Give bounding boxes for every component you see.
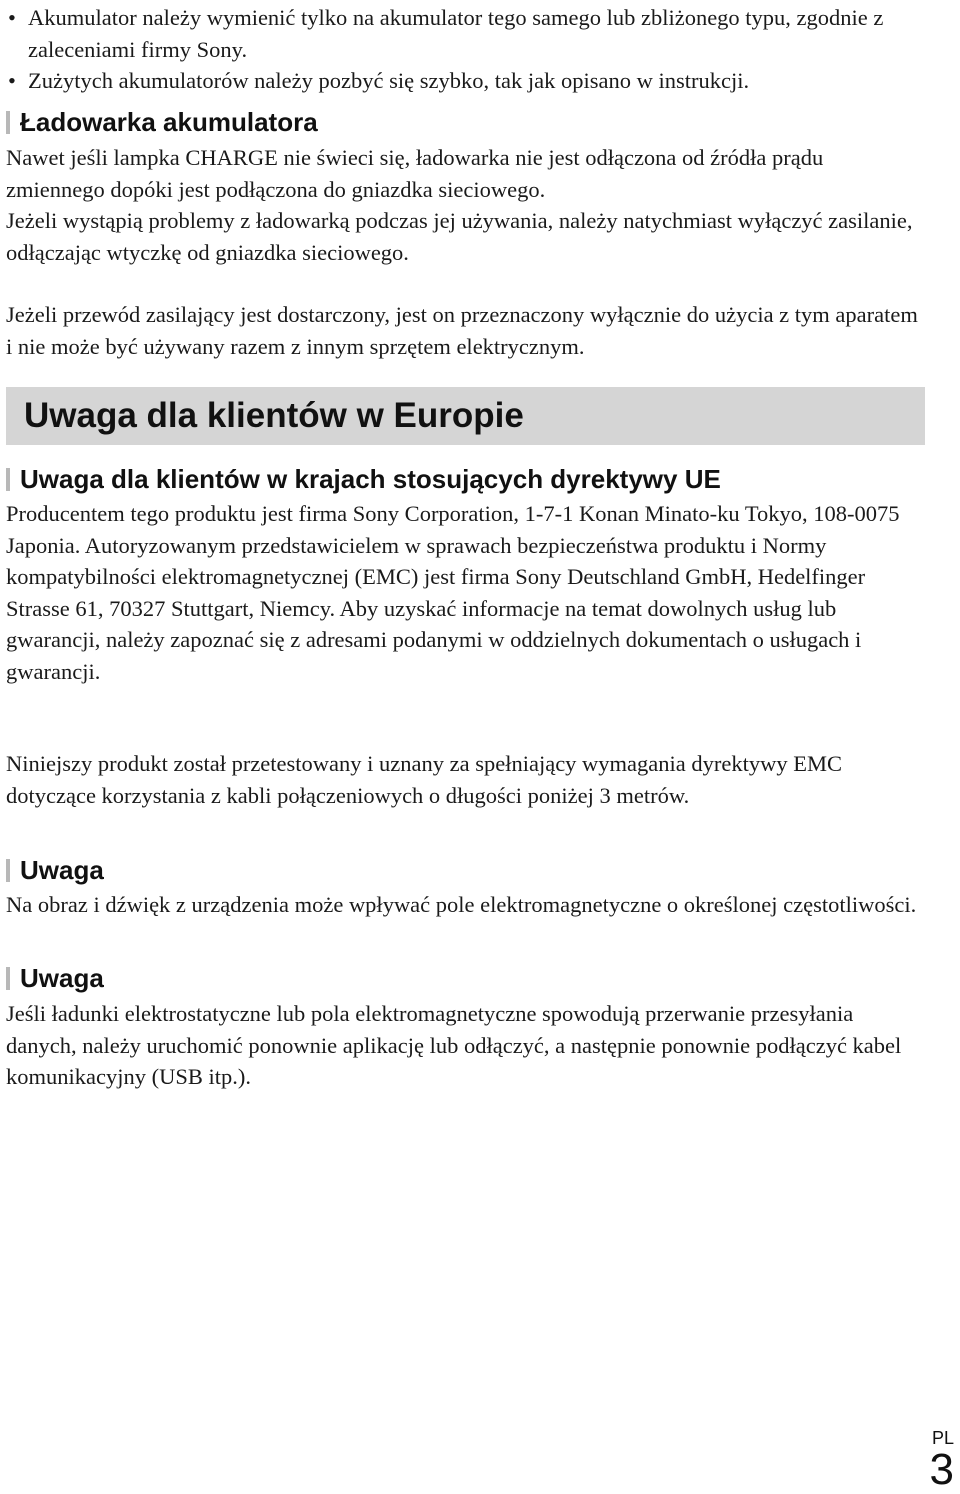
battery-bullet-list bbox=[6, 2, 926, 97]
bullet-marker: • bbox=[8, 68, 16, 93]
charger-paragraph-1: Nawet jeśli lampka CHARGE nie świeci się, ładowarka nie jest odłączona od źródła prądu zmiennego dopóki jest podłączona do gniazdka sieciowego. bbox=[6, 145, 824, 202]
heading-bar-marker bbox=[6, 111, 10, 134]
eu-directive-heading: Uwaga dla klientów w krajach stosujących dyrektywy UE bbox=[6, 464, 721, 494]
heading-bar-marker bbox=[6, 468, 10, 491]
bullet-item: • Akumulator należy wymienić tylko na akumulator tego samego lub zbliżonego typu, zgodnie z zaleceniami firmy Sony. bbox=[6, 2, 926, 65]
notice-text-2: Jeśli ładunki elektrostatyczne lub pola elektromagnetyczne spowodują przerwanie przesyłania danych, należy uruchomić ponownie aplikację lub odłączyć, a następnie ponownie podłączyć kabel komunikacyjny (USB itp.). bbox=[6, 1001, 902, 1089]
page-number: 3 bbox=[929, 1445, 954, 1494]
bullet-item: • Zużytych akumulatorów należy pozbyć się szybko, tak jak opisano w instrukcji. bbox=[6, 65, 926, 97]
europe-section-title: Uwaga dla klientów w Europie bbox=[24, 396, 524, 435]
notice-heading-2: Uwaga bbox=[6, 963, 104, 993]
heading-bar-marker bbox=[6, 859, 10, 882]
notice-heading-1: Uwaga bbox=[6, 855, 104, 885]
power-cord-paragraph: Jeżeli przewód zasilający jest dostarczony, jest on przeznaczony wyłącznie do użycia z tym aparatem i nie może być używany razem z innym sprzętem elektrycznym. bbox=[6, 302, 918, 359]
bullet-marker: • bbox=[8, 5, 16, 30]
charger-paragraph-2: Jeżeli wystąpią problemy z ładowarką podczas jej używania, należy natychmiast wyłączyć zasilanie, odłączając wtyczkę od gniazdka sieciowego. bbox=[6, 208, 913, 265]
emc-test-paragraph: Niniejszy produkt został przetestowany i uznany za spełniający wymagania dyrektywy EMC dotyczące korzystania z kabli połączeniowych o długości poniżej 3 metrów. bbox=[6, 751, 843, 808]
heading-bar-marker bbox=[6, 967, 10, 990]
europe-section-header bbox=[6, 387, 925, 445]
notice-text-1: Na obraz i dźwięk z urządzenia może wpływać pole elektromagnetyczne o określonej częstotliwości. bbox=[6, 892, 917, 917]
eu-manufacturer-paragraph: Producentem tego produktu jest firma Sony Corporation, 1-7-1 Konan Minato-ku Tokyo, 108-0075 Japonia. Autoryzowanym przedstawicielem w sprawach bezpieczeństwa produktu i Normy kompatybilności elektromagnetycznej (EMC) jest firma Sony Deutschland GmbH, Hedelfinger Strasse 61, 70327 Stuttgart, Niemcy. Aby uzyskać informacje na temat dowolnych usług lub gwarancji, należy zapoznać się z adresami podanymi w oddzielnych dokumentach o usługach i gwarancji. bbox=[6, 501, 900, 684]
charger-heading: Ładowarka akumulatora bbox=[6, 107, 318, 137]
page-language-code: PL bbox=[931, 1428, 954, 1448]
